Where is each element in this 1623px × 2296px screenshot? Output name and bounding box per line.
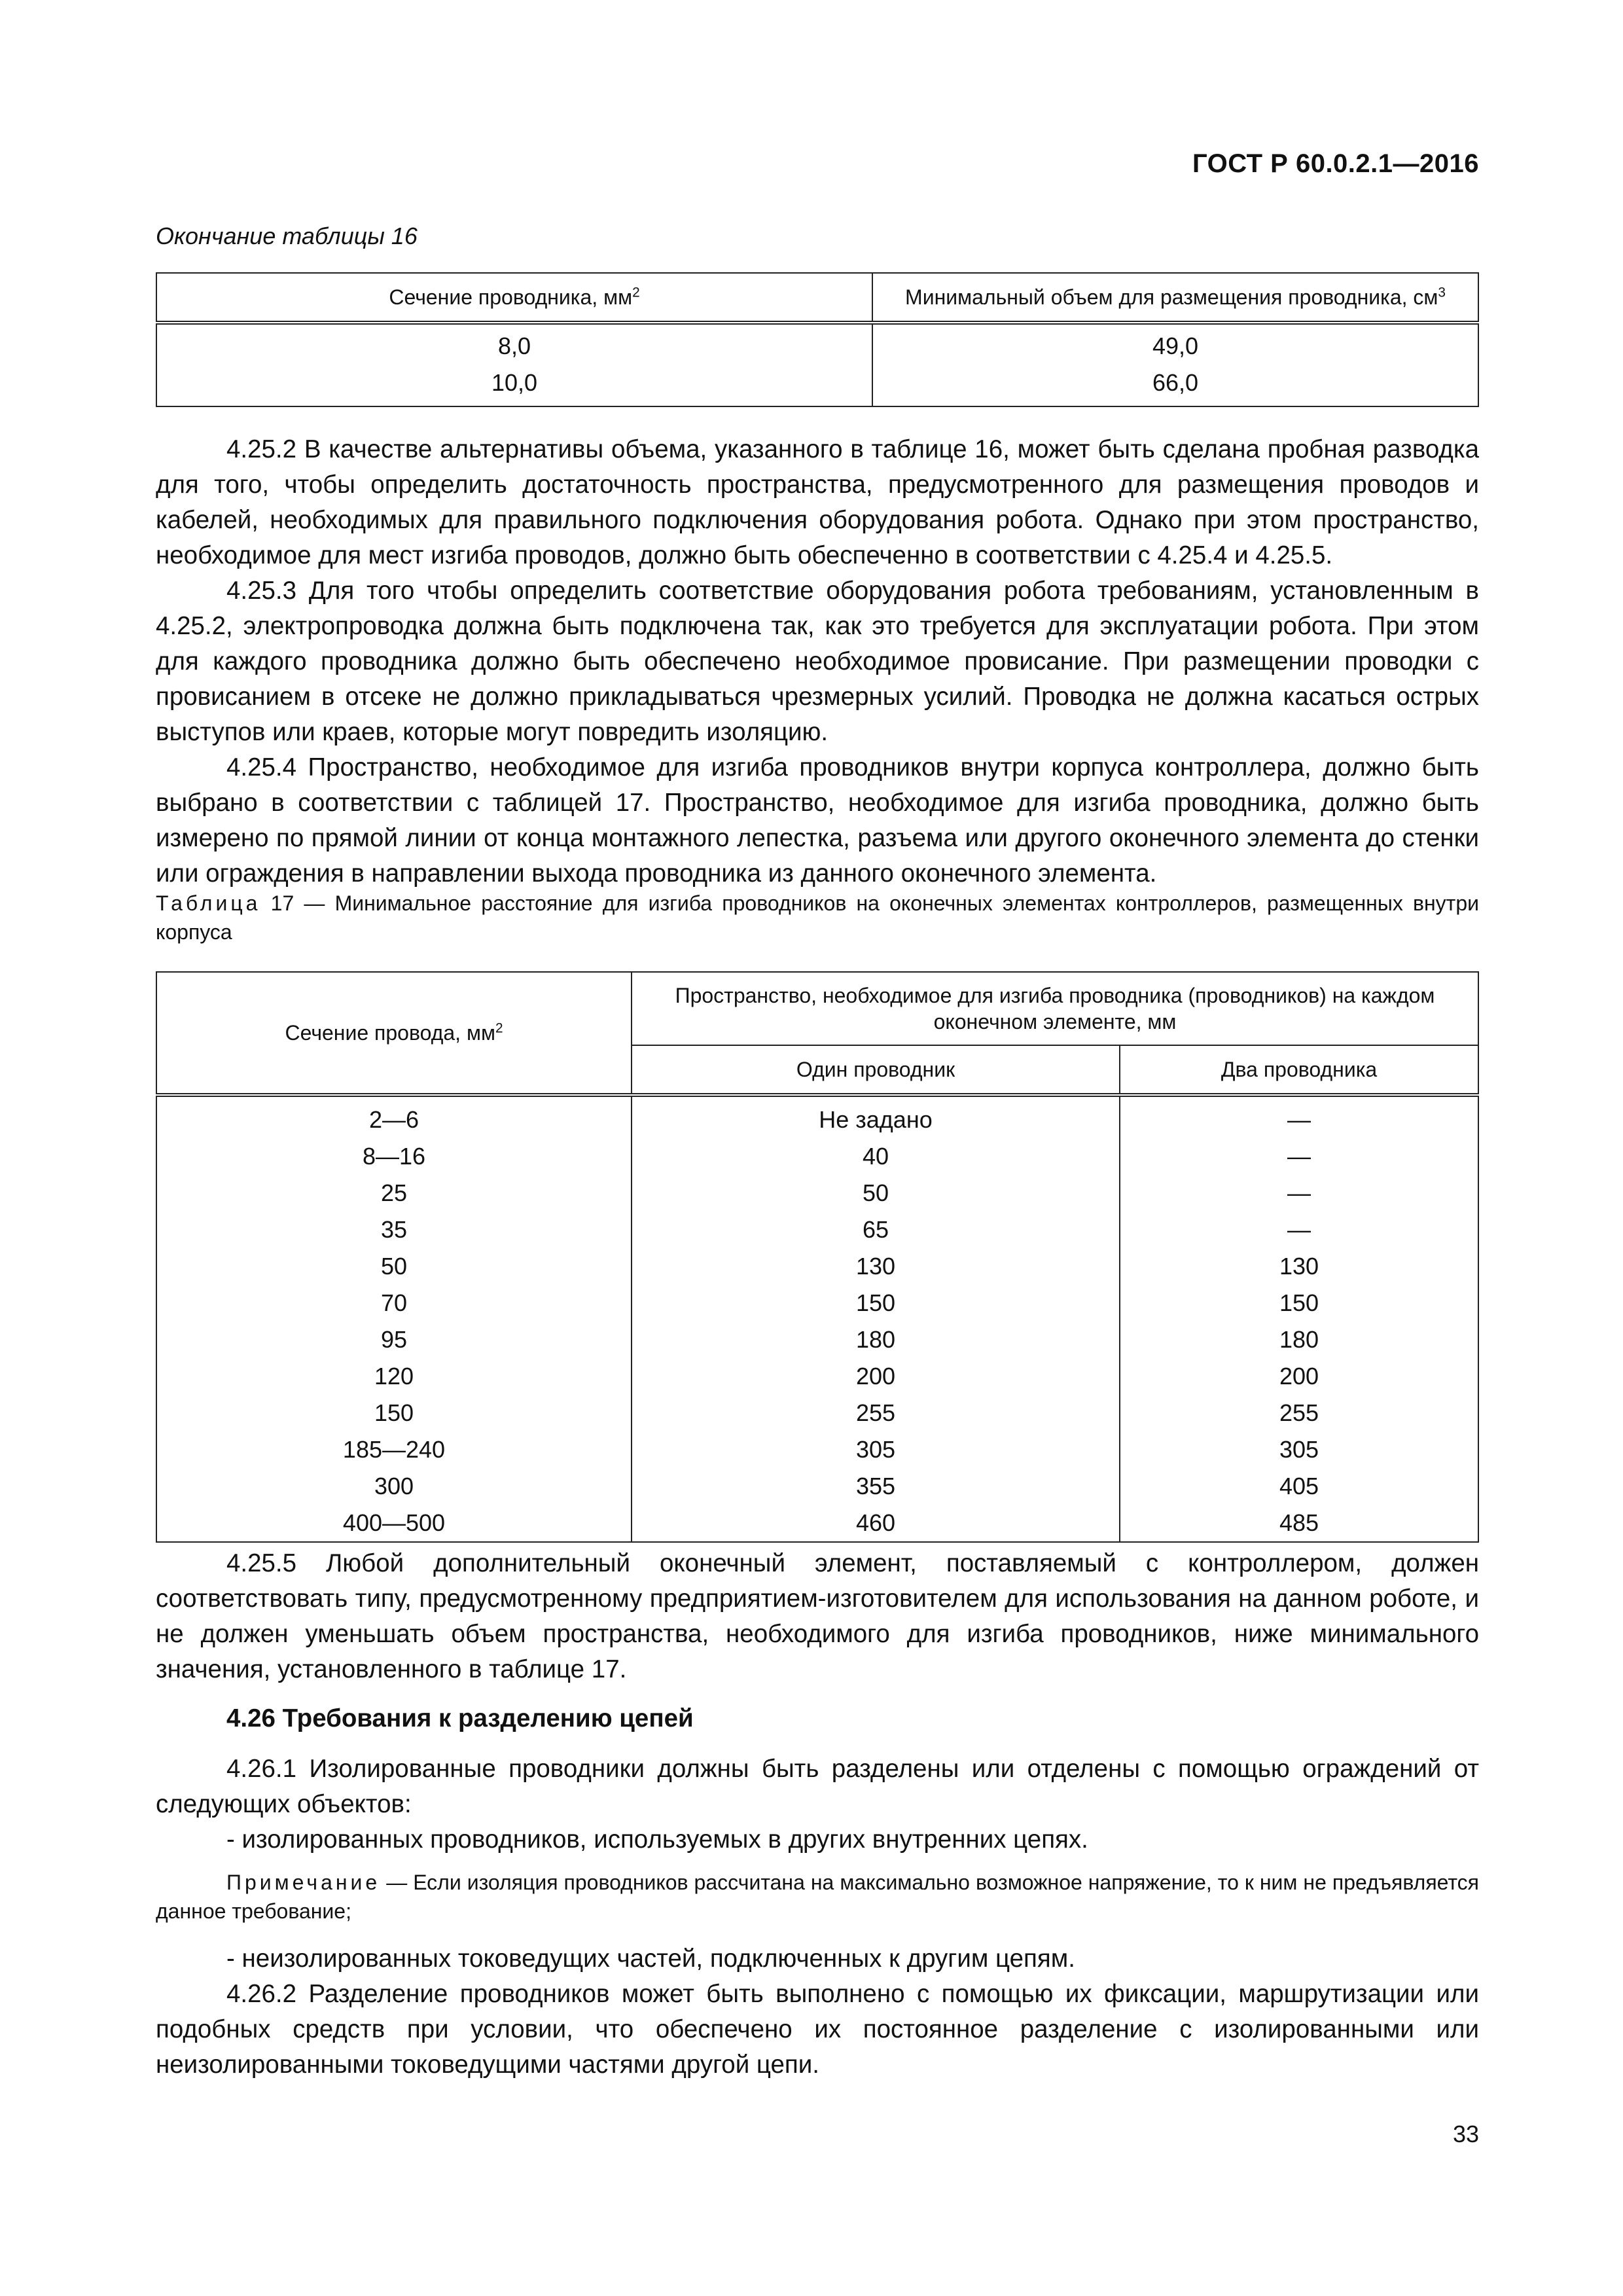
table-row <box>156 1175 1478 1211</box>
table17-cell-section: 150 <box>156 1395 632 1431</box>
page-number: 33 <box>1452 2121 1479 2147</box>
paragraph-4254: 4.25.4 Пространство, необходимое для изгиба проводников внутри корпуса контроллера, должно быть выбрано в соответствии с таблицей 17. Пространство, необходимое для изгиба проводника, должно быть измерено по прямой линии от конца монтажного лепестка, разъема или другого оконечного элемента до стенки или ограждения в направлении выхода проводника из данного оконечного элемента. <box>156 753 1479 888</box>
table17-caption-text: 17 — Минимальное расстояние для изгиба проводников на оконечных элементах контроллеров, размещенных внутри корпуса <box>156 891 1479 944</box>
table-16 <box>156 272 1479 407</box>
table17-caption-label: Таблица <box>156 891 261 915</box>
paragraph-4255: 4.25.5 Любой дополнительный оконечный элемент, поставляемый с контроллером, должен соответствовать типу, предусмотренному предприятием-изготовителем для использования на данном роботе, и не должен уменьшать объем пространства, необходимого для изгиба проводников, ниже минимального значения, установленного в таблице 17. <box>156 1549 1479 1683</box>
table17-cell-two: 200 <box>1120 1358 1478 1395</box>
table16-cell-section: 10,0 <box>156 365 872 406</box>
paragraph-4261: 4.26.1 Изолированные проводники должны быть разделены или отделены с помощью ограждений от следующих объектов: <box>156 1755 1479 1818</box>
table17-cell-one: 200 <box>632 1358 1120 1395</box>
table-row <box>156 1321 1478 1358</box>
table17-cell-one: 255 <box>632 1395 1120 1431</box>
table17-cell-section: 120 <box>156 1358 632 1395</box>
bullet-item: - изолированных проводников, используемых в других внутренних цепях. <box>226 1825 1088 1854</box>
table-row <box>156 1431 1478 1468</box>
table17-cell-two: — <box>1120 1211 1478 1248</box>
paragraph-4262: 4.26.2 Разделение проводников может быть выполнено с помощью их фиксации, маршрутизации или подобных средств при условии, что обеспечено их постоянное разделение с изолированными или неизолированными токоведущими частями другой цепи. <box>156 1980 1479 2079</box>
table17-cell-section: 2—6 <box>156 1095 632 1138</box>
table17-cell-section: 95 <box>156 1321 632 1358</box>
table16-cell-volume: 49,0 <box>872 323 1478 365</box>
table17-cell-one: 305 <box>632 1431 1120 1468</box>
table17-cell-section: 400—500 <box>156 1505 632 1542</box>
table17-cell-section: 50 <box>156 1248 632 1285</box>
table16-caption: Окончание таблицы 16 <box>156 223 418 249</box>
table-row <box>156 1285 1478 1321</box>
table17-caption <box>156 889 1479 946</box>
paragraph-4261-block <box>156 1751 1479 1857</box>
table17-cell-two: — <box>1120 1175 1478 1211</box>
table17-cell-two: 150 <box>1120 1285 1478 1321</box>
table17-sub1-header: Один проводник <box>632 1045 1120 1095</box>
table16-col2-header: Минимальный объем для размещения проводника, $см^3$ <box>872 273 1478 323</box>
section-heading-426: 4.26 Требования к разделению цепей <box>226 1704 694 1732</box>
table16-cell-volume: 66,0 <box>872 365 1478 406</box>
paragraphs-4252-4254 <box>156 432 1479 891</box>
table-row <box>156 1395 1478 1431</box>
table-row <box>156 1211 1478 1248</box>
table-row <box>156 1358 1478 1395</box>
table-row <box>156 1468 1478 1505</box>
table17-cell-two: 485 <box>1120 1505 1478 1542</box>
paragraph-4252: 4.25.2 В качестве альтернативы объема, указанного в таблице 16, может быть сделана пробная разводка для того, чтобы определить достаточность пространства, предусмотренного для размещения проводов и кабелей, необходимых для правильного подключения оборудования робота. Однако при этом пространство, необходимое для мест изгиба проводов, должно быть обеспеченно в соответствии с 4.25.4 и 4.25.5. <box>156 435 1479 569</box>
table17-cell-one: 50 <box>632 1175 1120 1211</box>
table17-cell-section: 35 <box>156 1211 632 1248</box>
table-row <box>156 1095 1478 1138</box>
note-label: Примечание <box>226 1871 381 1894</box>
table17-cell-section: 8—16 <box>156 1138 632 1175</box>
paragraph-4262-block <box>156 1941 1479 2083</box>
table17-cell-one: 180 <box>632 1321 1120 1358</box>
table17-cell-two: 405 <box>1120 1468 1478 1505</box>
table17-col1-header: Сечение провода, $мм^2$ <box>156 972 632 1095</box>
document-code: ГОСТ Р 60.0.2.1—2016 <box>1192 149 1479 178</box>
table17-cell-section: 70 <box>156 1285 632 1321</box>
table17-cell-two: 255 <box>1120 1395 1478 1431</box>
table-row <box>156 1138 1478 1175</box>
table17-cell-section: 25 <box>156 1175 632 1211</box>
note-block <box>156 1868 1479 1926</box>
table17-cell-section: 300 <box>156 1468 632 1505</box>
table17-cell-section: 185—240 <box>156 1431 632 1468</box>
table17-cell-one: 150 <box>632 1285 1120 1321</box>
bullet-item: - неизолированных токоведущих частей, подключенных к другим цепям. <box>226 1945 1075 1973</box>
table17-cell-one: 460 <box>632 1505 1120 1542</box>
paragraph-4255-block <box>156 1546 1479 1687</box>
table17-cell-one: 355 <box>632 1468 1120 1505</box>
table17-cell-two: 180 <box>1120 1321 1478 1358</box>
table-row <box>156 323 1478 365</box>
table17-cell-two: — <box>1120 1095 1478 1138</box>
table17-cell-one: 65 <box>632 1211 1120 1248</box>
table17-cell-one: Не задано <box>632 1095 1120 1138</box>
table16-cell-section: 8,0 <box>156 323 872 365</box>
table-row <box>156 1505 1478 1542</box>
table17-cell-two: 130 <box>1120 1248 1478 1285</box>
table17-cell-one: 40 <box>632 1138 1120 1175</box>
table-row <box>156 365 1478 406</box>
table16-col1-header: Сечение проводника, $мм^2$ <box>156 273 872 323</box>
paragraph-4253: 4.25.3 Для того чтобы определить соответствие оборудования робота требованиям, установленным в 4.25.2, электропроводка должна быть подключена так, как это требуется для эксплуатации робота. При этом для каждого проводника должно быть обеспечено необходимое провисание. При размещении проводки с провисанием в отсеке не должно прикладываться чрезмерных усилий. Проводка не должна касаться острых выступов или краев, которые могут повредить изоляцию. <box>156 577 1479 746</box>
table-17 <box>156 971 1479 1543</box>
table17-cell-two: 305 <box>1120 1431 1478 1468</box>
table17-cell-one: 130 <box>632 1248 1120 1285</box>
table17-group-header: Пространство, необходимое для изгиба проводника (проводников) на каждом оконечном элементе, мм <box>632 972 1478 1045</box>
note-text: — Если изоляция проводников рассчитана на максимально возможное напряжение, то к ним не предъявляется данное требование; <box>156 1871 1479 1923</box>
table17-cell-two: — <box>1120 1138 1478 1175</box>
table17-sub2-header: Два проводника <box>1120 1045 1478 1095</box>
table-row <box>156 1248 1478 1285</box>
